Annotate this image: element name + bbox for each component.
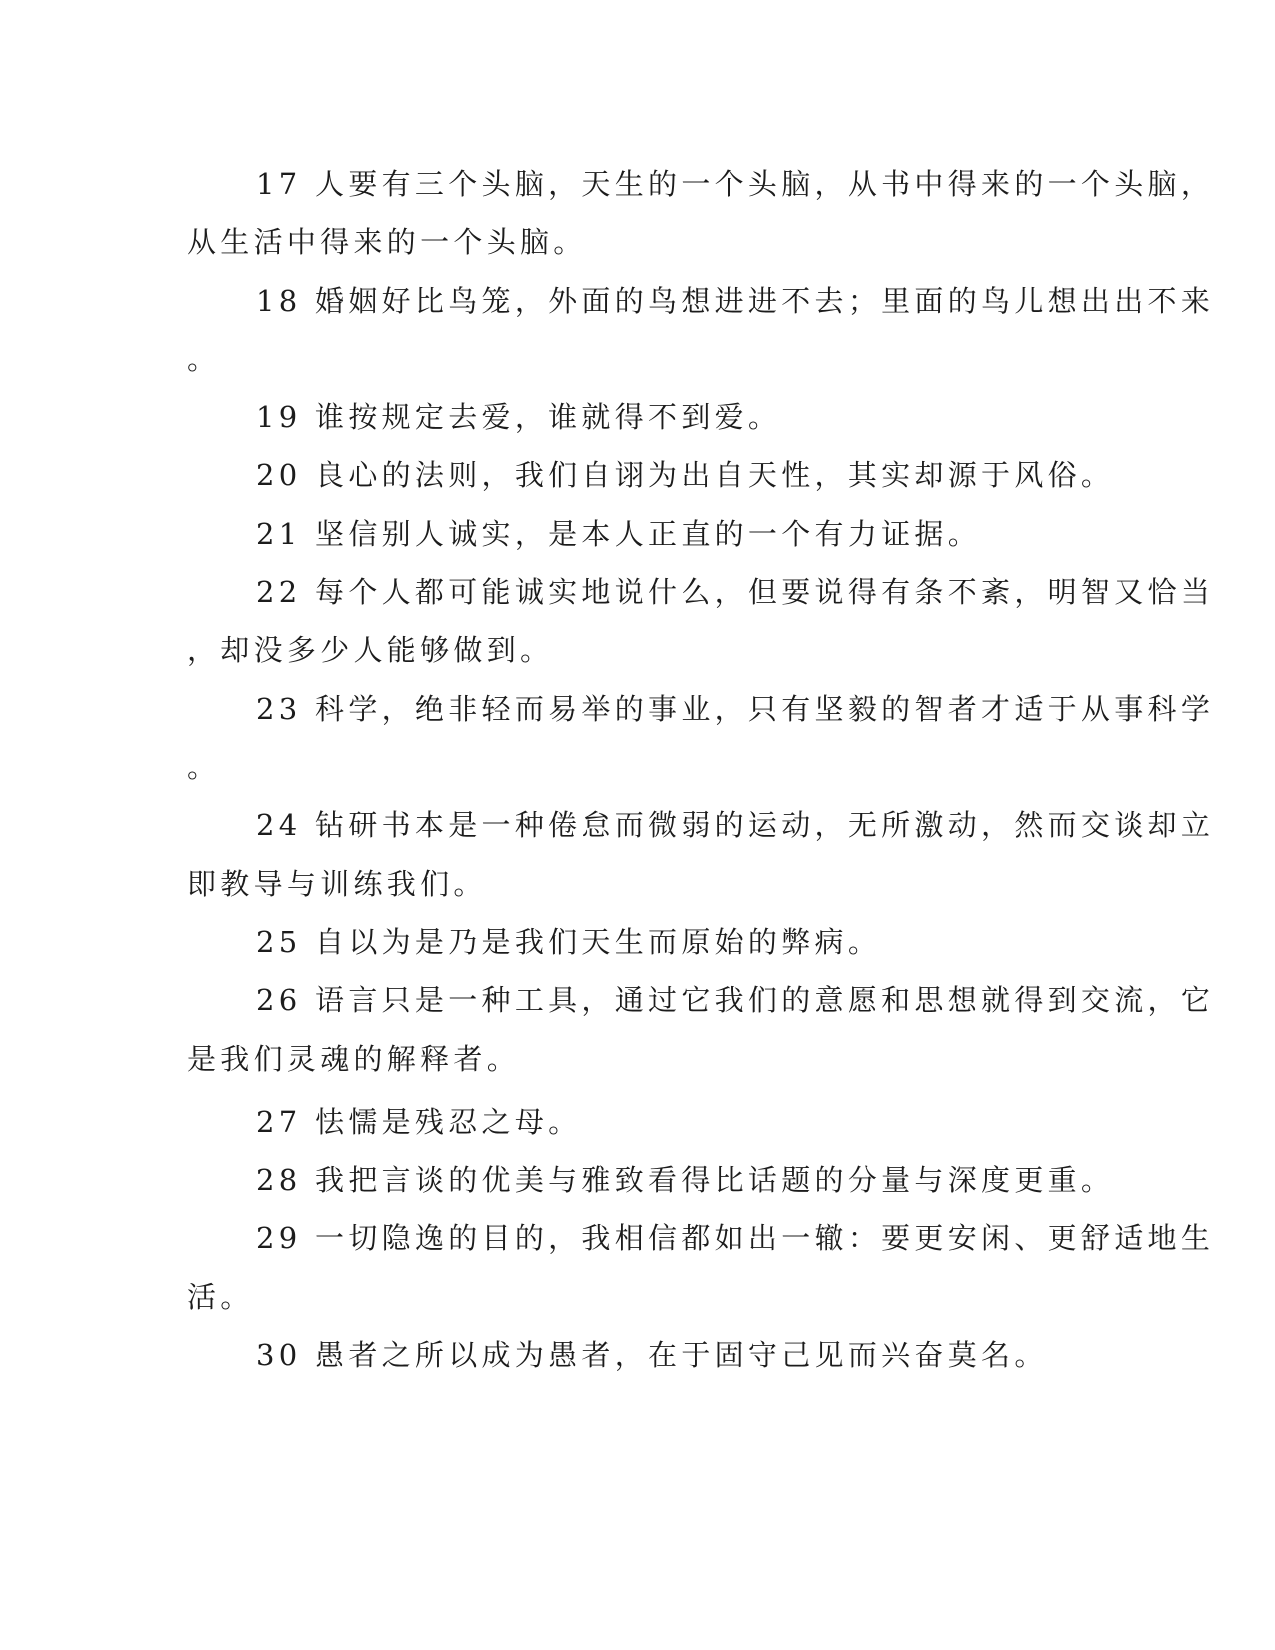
entry-30-line-1: 30 愚者之所以成为愚者，在于固守己见而兴奋莫名。	[256, 1338, 1048, 1372]
entry-23-line-2: 。	[187, 750, 221, 784]
entry-24-line-1: 24 钻研书本是一种倦怠而微弱的运动，无所激动，然而交谈却立	[256, 808, 1215, 842]
entry-23-line-1: 23 科学，绝非轻而易举的事业，只有坚毅的智者才适于从事科学	[256, 692, 1215, 726]
entry-26-line-1: 26 语言只是一种工具，通过它我们的意愿和思想就得到交流，它	[256, 983, 1215, 1017]
entry-25-line-1: 25 自以为是乃是我们天生而原始的弊病。	[256, 925, 882, 959]
entry-27-line-1: 27 怯懦是残忍之母。	[256, 1105, 582, 1139]
entry-22-line-1: 22 每个人都可能诚实地说什么，但要说得有条不紊，明智又恰当	[256, 575, 1215, 609]
entry-17-line-1: 17 人要有三个头脑，天生的一个头脑，从书中得来的一个头脑，	[256, 167, 1215, 201]
entry-20-line-1: 20 良心的法则，我们自诩为出自天性，其实却源于风俗。	[256, 458, 1115, 492]
entry-18-line-1: 18 婚姻好比鸟笼，外面的鸟想进进不去；里面的鸟儿想出出不来	[256, 284, 1215, 318]
entry-24-line-2: 即教导与训练我们。	[187, 867, 487, 901]
entry-17-line-2: 从生活中得来的一个头脑。	[187, 225, 587, 259]
entry-22-line-2: ，却没多少人能够做到。	[187, 633, 554, 667]
entry-18-line-2: 。	[187, 342, 221, 376]
entry-28-line-1: 28 我把言谈的优美与雅致看得比话题的分量与深度更重。	[256, 1163, 1115, 1197]
entry-19-line-1: 19 谁按规定去爱，谁就得不到爱。	[256, 400, 782, 434]
entry-29-line-2: 活。	[187, 1280, 254, 1314]
entry-21-line-1: 21 坚信别人诚实，是本人正直的一个有力证据。	[256, 517, 982, 551]
entry-26-line-2: 是我们灵魂的解释者。	[187, 1042, 521, 1076]
entry-29-line-1: 29 一切隐逸的目的，我相信都如出一辙：要更安闲、更舒适地生	[256, 1221, 1215, 1255]
